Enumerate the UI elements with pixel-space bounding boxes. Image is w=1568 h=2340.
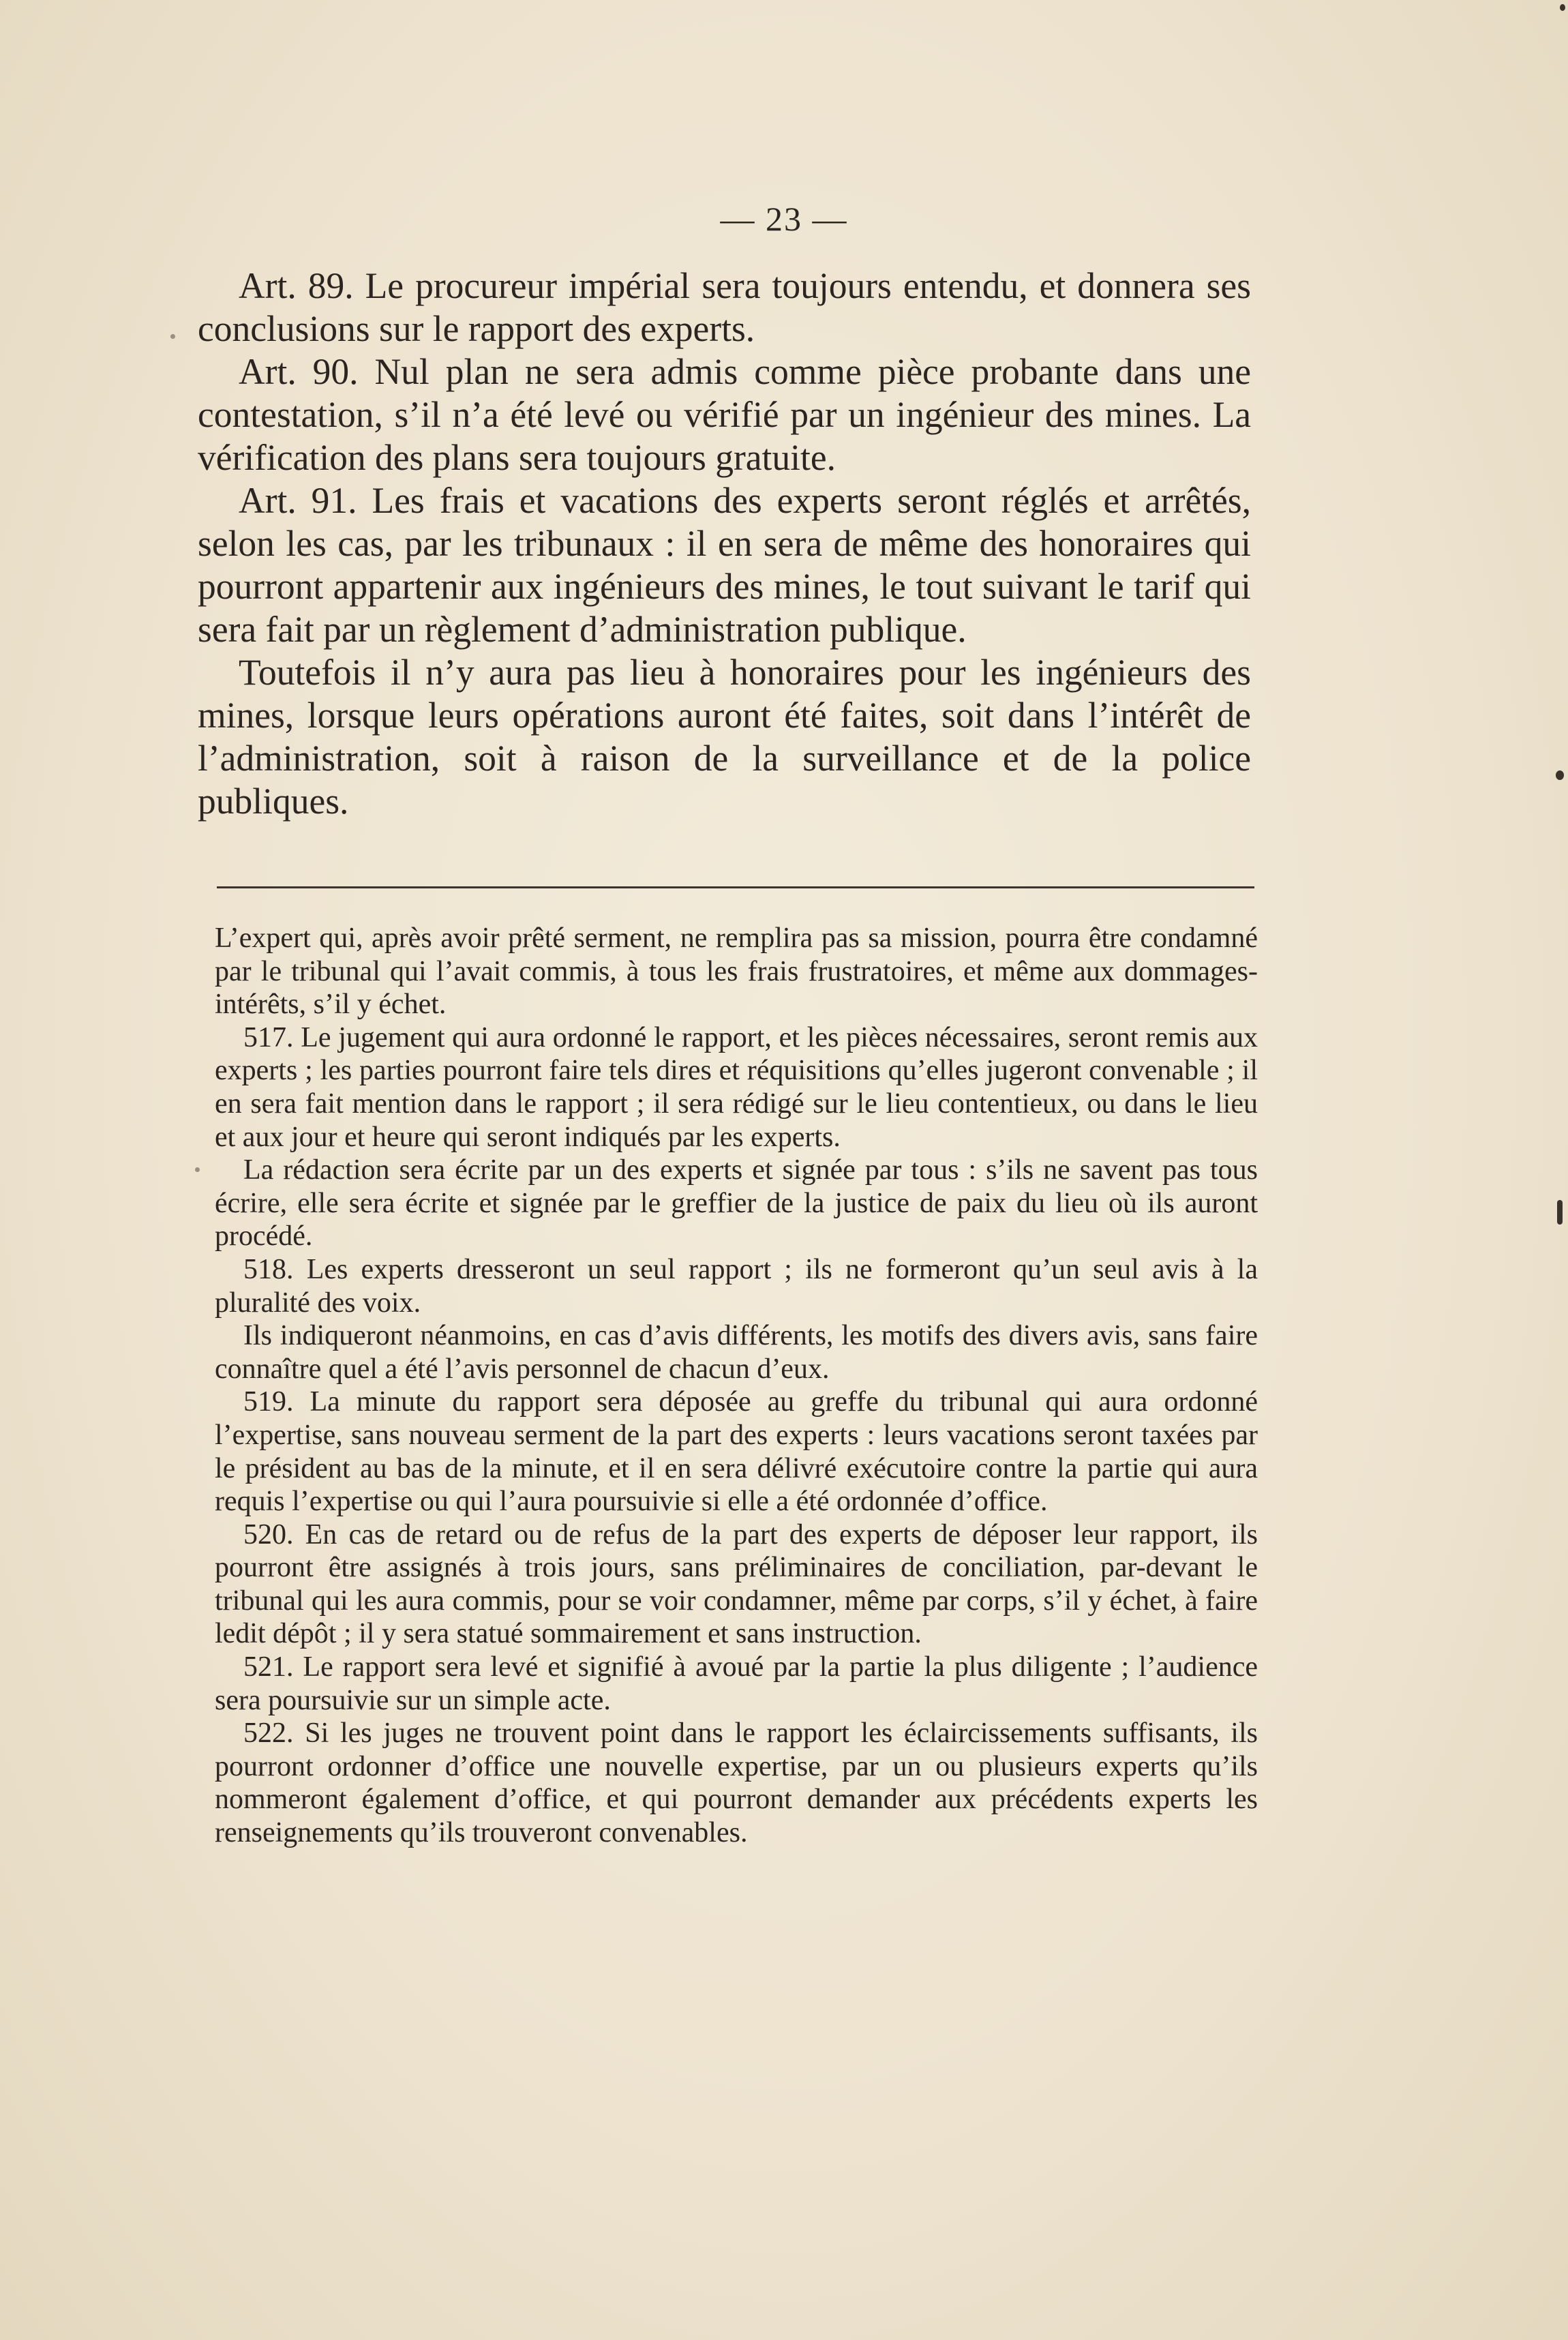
page-number: — 23 — bbox=[720, 200, 848, 238]
footnote-paragraph: Ils indiqueront néanmoins, en cas d’avis différents, les motifs des divers avis, sans faire connaître quel a été l’avis personnel de chacun d’eux. bbox=[215, 1320, 1258, 1385]
footnotes-block bbox=[215, 922, 1258, 1850]
article-90: Art. 90. Nul plan ne sera admis comme pièce probante dans une contestation, s’il n’a été levé ou vérifié par un ingénieur des mines. La vérification des plans sera toujours gratuite. bbox=[198, 351, 1251, 478]
footnote-separator-rule bbox=[217, 886, 1254, 888]
footnote-paragraph: 517. Le jugement qui aura ordonné le rapport, et les pièces nécessaires, seront remis aux experts ; les parties pourront faire tels dires et réquisitions qu’elles jugeront convenable ; il en sera fait mention dans le rapport ; il sera rédigé sur le lieu contentieux, ou dans le lieu et aux jour et heure qui seront indiqués par les experts. bbox=[215, 1021, 1258, 1153]
paper-speck bbox=[195, 1167, 200, 1172]
footnote-paragraph: 518. Les experts dresseront un seul rapport ; ils ne formeront qu’un seul avis à la pluralité des voix. bbox=[215, 1253, 1258, 1319]
paper-speck bbox=[1556, 770, 1564, 780]
paper-speck bbox=[1560, 4, 1565, 11]
main-text-block bbox=[198, 265, 1251, 823]
footnote-paragraph: 520. En cas de retard ou de refus de la part des experts de déposer leur rapport, ils pourront être assignés à trois jours, sans préliminaires de conciliation, par-devant le tribunal qui les aura commis, pour se voir condamner, même par corps, s’il y échet, à faire ledit dépôt ; il y sera statué sommairement et sans instruction. bbox=[215, 1518, 1258, 1650]
article-89: Art. 89. Le procureur impérial sera toujours entendu, et donnera ses conclusions sur le rapport des experts. bbox=[198, 265, 1251, 349]
article-91-continuation: Toutefois il n’y aura pas lieu à honoraires pour les ingénieurs des mines, lorsque leurs opérations auront été faites, soit dans l’intérêt de l’administration, soit à raison de la surveillance et de la police publiques. bbox=[198, 652, 1251, 822]
footnote-paragraph: 521. Le rapport sera levé et signifié à avoué par la partie la plus diligente ; l’audience sera poursuivie sur un simple acte. bbox=[215, 1651, 1258, 1716]
footnote-paragraph: 522. Si les juges ne trouvent point dans le rapport les éclaircissements suffisants, ils pourront ordonner d’office une nouvelle expertise, par un ou plusieurs experts qu’ils nommeront également d’office, et qui pourront demander aux précédents experts les renseignements qu’ils trouveront convenables. bbox=[215, 1717, 1258, 1849]
footnote-paragraph: La rédaction sera écrite par un des experts et signée par tous : s’ils ne savent pas tous écrire, elle sera écrite et signée par le greffier de la justice de paix du lieu où ils auront procédé. bbox=[215, 1154, 1258, 1252]
paper-speck bbox=[170, 334, 175, 339]
paper-speck bbox=[1557, 1200, 1563, 1225]
article-91: Art. 91. Les frais et vacations des experts seront réglés et arrêtés, selon les cas, par les tribunaux : il en sera de même des honoraires qui pourront appartenir aux ingénieurs des mines, le tout suivant le tarif qui sera fait par un règlement d’administration publique. bbox=[198, 480, 1251, 650]
footnote-paragraph: L’expert qui, après avoir prêté serment, ne remplira pas sa mission, pourra être condamné par le tribunal qui l’avait commis, à tous les frais frustratoires, et même aux dommages-intérêts, s’il y échet. bbox=[215, 922, 1258, 1021]
footnote-paragraph: 519. La minute du rapport sera déposée au greffe du tribunal qui aura ordonné l’expertise, sans nouveau serment de la part des experts : leurs vacations seront taxées par le président au bas de la minute, et il en sera délivré exécutoire contre la partie qui aura requis l’expertise ou qui l’aura poursuivie si elle a été ordonnée d’office. bbox=[215, 1386, 1258, 1518]
